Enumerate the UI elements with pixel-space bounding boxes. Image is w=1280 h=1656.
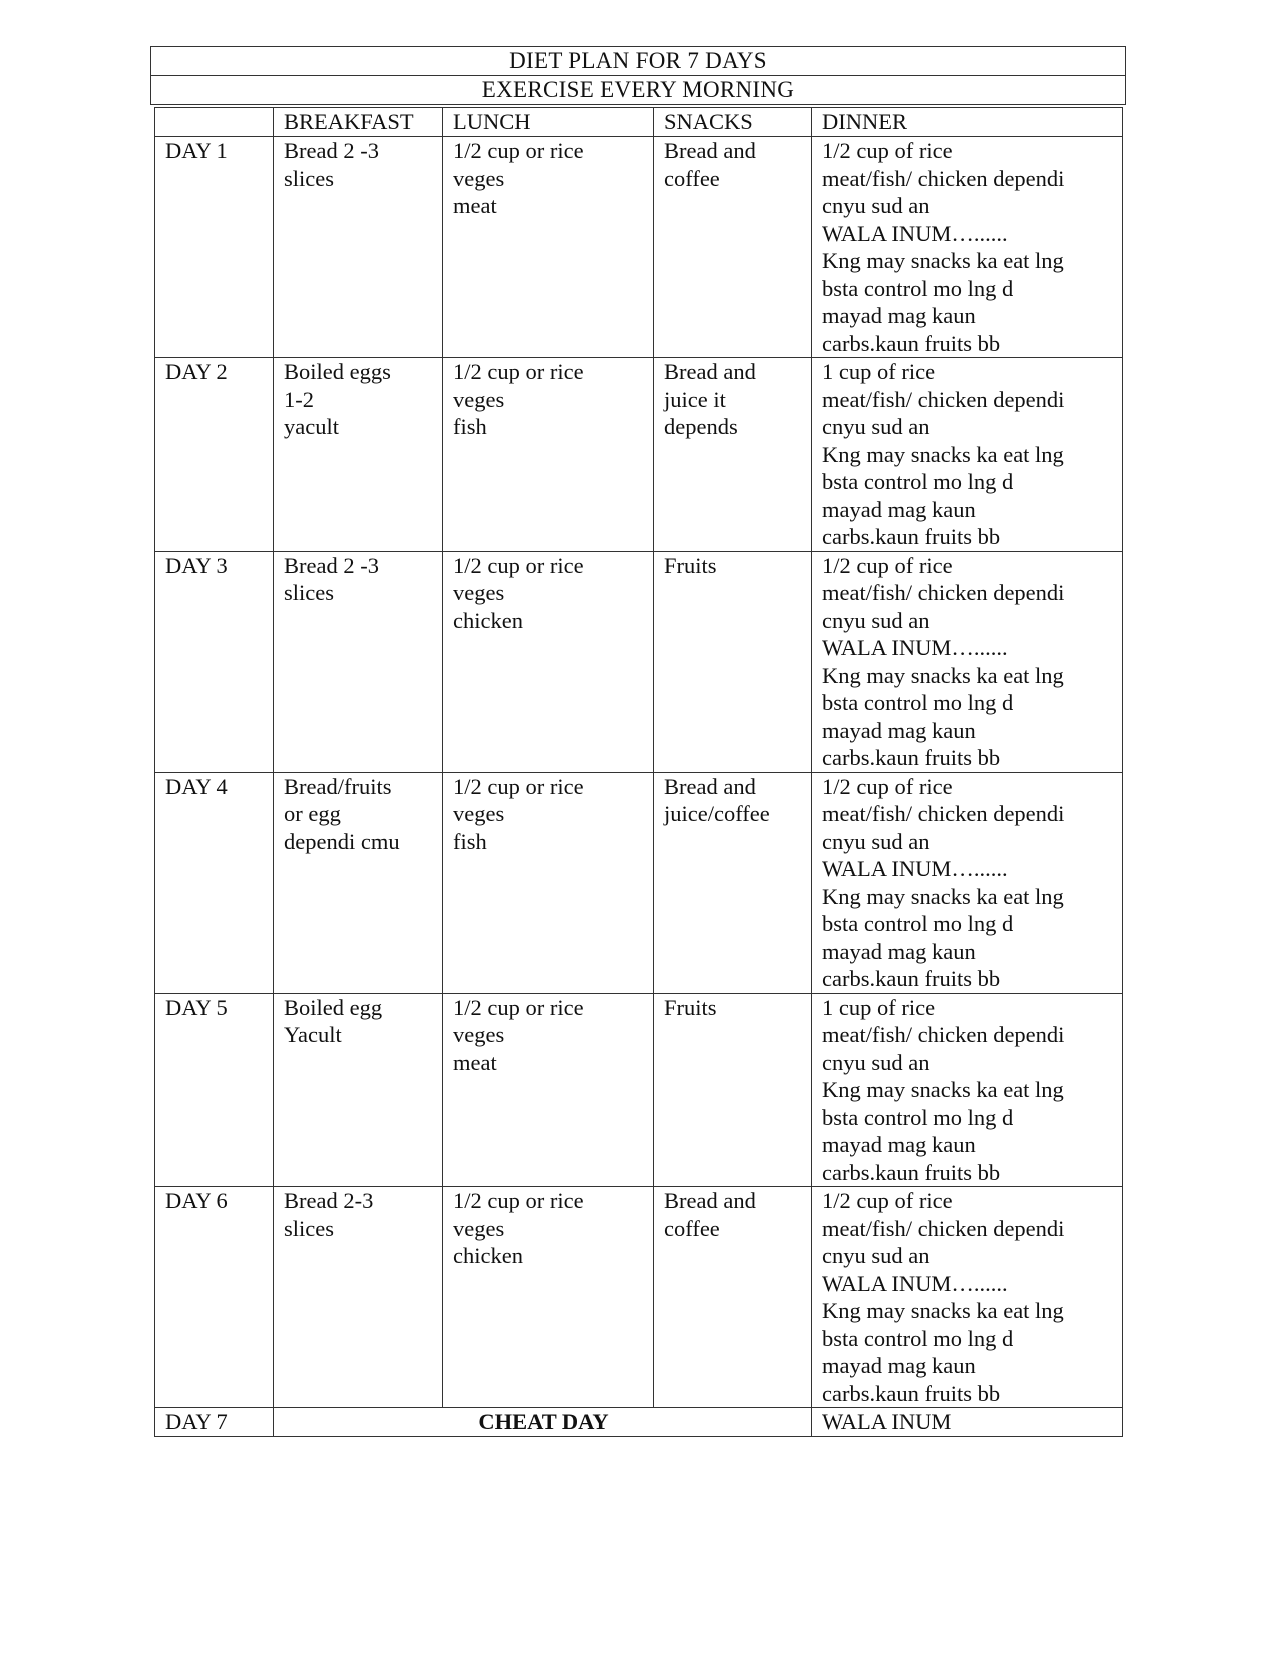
lunch-line: veges bbox=[453, 1022, 505, 1047]
dinner-line: cnyu sud an bbox=[822, 1243, 930, 1268]
breakfast-line: slices bbox=[284, 165, 334, 191]
lunch-line: 1/2 cup or rice bbox=[453, 773, 584, 799]
snacks-line: Bread and bbox=[664, 359, 756, 384]
dinner-line: mayad mag kaun bbox=[822, 303, 976, 328]
breakfast-cell bbox=[274, 993, 443, 1187]
lunch-cell bbox=[443, 1187, 654, 1408]
snacks-line: juice/coffee bbox=[664, 801, 770, 826]
day-label: DAY 4 bbox=[155, 772, 274, 993]
snacks-cell bbox=[654, 551, 812, 772]
snacks-cell bbox=[654, 137, 812, 358]
day-row bbox=[155, 358, 1123, 552]
day7-row bbox=[155, 1408, 1123, 1437]
dinner-line: mayad mag kaun bbox=[822, 1353, 976, 1378]
dinner-line: 1/2 cup of rice bbox=[822, 552, 953, 578]
dinner-line: bsta control mo lng d bbox=[822, 690, 1014, 715]
dinner-line: mayad mag kaun bbox=[822, 938, 976, 964]
dinner-line: meat/fish/ chicken dependi bbox=[822, 580, 1065, 605]
snacks-line: juice it bbox=[664, 386, 726, 412]
plan-body bbox=[155, 137, 1123, 1408]
breakfast-line: slices bbox=[284, 1215, 334, 1241]
breakfast-line: Yacult bbox=[284, 1022, 342, 1047]
header-day bbox=[155, 108, 274, 137]
day-label: DAY 6 bbox=[155, 1187, 274, 1408]
header-breakfast: BREAKFAST bbox=[274, 108, 443, 137]
lunch-line: 1/2 cup or rice bbox=[453, 994, 584, 1020]
breakfast-line: Bread 2 -3 bbox=[284, 138, 379, 163]
day-row bbox=[155, 1187, 1123, 1408]
day-row bbox=[155, 772, 1123, 993]
dinner-line: carbs.kaun fruits bb bbox=[822, 330, 1001, 356]
dinner-line: meat/fish/ chicken dependi bbox=[822, 1215, 1065, 1241]
breakfast-cell bbox=[274, 358, 443, 552]
dinner-line: carbs.kaun fruits bb bbox=[822, 745, 1001, 770]
lunch-line: chicken bbox=[453, 607, 523, 633]
lunch-cell bbox=[443, 137, 654, 358]
dinner-line: meat/fish/ chicken dependi bbox=[822, 165, 1065, 191]
dinner-line: meat/fish/ chicken dependi bbox=[822, 386, 1065, 412]
breakfast-line: slices bbox=[284, 580, 334, 605]
header-snacks: SNACKS bbox=[654, 108, 812, 137]
dinner-line: 1/2 cup of rice bbox=[822, 773, 953, 799]
dinner-line: WALA INUM…...... bbox=[822, 635, 1008, 660]
dinner-line: 1 cup of rice bbox=[822, 994, 936, 1020]
dinner-cell bbox=[812, 772, 1123, 993]
lunch-line: veges bbox=[453, 1215, 505, 1241]
lunch-line: chicken bbox=[453, 1243, 523, 1268]
lunch-line: 1/2 cup or rice bbox=[453, 138, 584, 163]
dinner-line: Kng may snacks ka eat lng bbox=[822, 1298, 1064, 1323]
dinner-line: carbs.kaun fruits bb bbox=[822, 524, 1001, 549]
day-label: DAY 3 bbox=[155, 551, 274, 772]
breakfast-line: Bread/fruits bbox=[284, 773, 392, 799]
title-box bbox=[150, 46, 1126, 105]
lunch-line: fish bbox=[453, 828, 487, 854]
dinner-line: Kng may snacks ka eat lng bbox=[822, 248, 1064, 273]
dinner-line: cnyu sud an bbox=[822, 607, 930, 633]
dinner-line: carbs.kaun fruits bb bbox=[822, 1159, 1001, 1185]
breakfast-cell bbox=[274, 551, 443, 772]
snacks-line: Bread and bbox=[664, 773, 756, 799]
lunch-line: meat bbox=[453, 193, 497, 218]
dinner-cell bbox=[812, 358, 1123, 552]
breakfast-line: Boiled egg bbox=[284, 994, 383, 1020]
snacks-line: Fruits bbox=[664, 994, 717, 1020]
lunch-line: veges bbox=[453, 580, 505, 605]
lunch-line: 1/2 cup or rice bbox=[453, 1188, 584, 1213]
lunch-line: veges bbox=[453, 801, 505, 826]
dinner-line: bsta control mo lng d bbox=[822, 1325, 1014, 1351]
breakfast-line: Bread 2-3 bbox=[284, 1188, 374, 1213]
lunch-cell bbox=[443, 551, 654, 772]
snacks-cell bbox=[654, 358, 812, 552]
lunch-line: veges bbox=[453, 165, 505, 191]
diet-plan-table bbox=[154, 107, 1123, 1437]
breakfast-line: yacult bbox=[284, 414, 339, 439]
dinner-line: meat/fish/ chicken dependi bbox=[822, 1022, 1065, 1047]
day-row bbox=[155, 137, 1123, 358]
page-title: DIET PLAN FOR 7 DAYS bbox=[509, 48, 767, 73]
dinner-line: WALA INUM…...... bbox=[822, 856, 1008, 881]
lunch-line: veges bbox=[453, 386, 505, 412]
lunch-cell bbox=[443, 772, 654, 993]
breakfast-cell bbox=[274, 137, 443, 358]
dinner-line: cnyu sud an bbox=[822, 414, 930, 439]
dinner-line: Kng may snacks ka eat lng bbox=[822, 1077, 1064, 1102]
snacks-line: Fruits bbox=[664, 552, 717, 578]
header-dinner: DINNER bbox=[812, 108, 1123, 137]
dinner-cell bbox=[812, 993, 1123, 1187]
dinner-line: meat/fish/ chicken dependi bbox=[822, 801, 1065, 826]
header-lunch: LUNCH bbox=[443, 108, 654, 137]
dinner-line: bsta control mo lng d bbox=[822, 469, 1014, 494]
cheat-day-note: CHEAT DAY bbox=[274, 1408, 812, 1437]
dinner-line: bsta control mo lng d bbox=[822, 275, 1014, 301]
dinner-line: 1 cup of rice bbox=[822, 359, 936, 384]
dinner-line: Kng may snacks ka eat lng bbox=[822, 883, 1064, 909]
day-label: DAY 2 bbox=[155, 358, 274, 552]
dinner-line: Kng may snacks ka eat lng bbox=[822, 441, 1064, 467]
day-label: DAY 5 bbox=[155, 993, 274, 1187]
snacks-line: coffee bbox=[664, 1215, 720, 1241]
dinner-line: WALA INUM…...... bbox=[822, 220, 1008, 246]
snacks-line: coffee bbox=[664, 165, 720, 191]
breakfast-line: Bread 2 -3 bbox=[284, 552, 379, 578]
lunch-line: fish bbox=[453, 414, 487, 439]
breakfast-cell bbox=[274, 1187, 443, 1408]
dinner-line: mayad mag kaun bbox=[822, 496, 976, 522]
snacks-cell bbox=[654, 1187, 812, 1408]
snacks-line: depends bbox=[664, 414, 738, 439]
dinner-line: bsta control mo lng d bbox=[822, 1104, 1014, 1130]
day-label: DAY 7 bbox=[155, 1408, 274, 1437]
page-subtitle: EXERCISE EVERY MORNING bbox=[151, 75, 1125, 104]
lunch-cell bbox=[443, 358, 654, 552]
lunch-line: 1/2 cup or rice bbox=[453, 359, 584, 384]
day-row bbox=[155, 993, 1123, 1187]
dinner-line: carbs.kaun fruits bb bbox=[822, 1380, 1001, 1406]
dinner-line: Kng may snacks ka eat lng bbox=[822, 662, 1064, 688]
breakfast-line: dependi cmu bbox=[284, 828, 400, 854]
day-label: DAY 1 bbox=[155, 137, 274, 358]
header-row bbox=[155, 108, 1123, 137]
day7-dinner: WALA INUM bbox=[812, 1408, 1123, 1437]
dinner-line: carbs.kaun fruits bb bbox=[822, 966, 1001, 991]
dinner-line: bsta control mo lng d bbox=[822, 911, 1014, 936]
breakfast-line: or egg bbox=[284, 801, 341, 826]
dinner-line: cnyu sud an bbox=[822, 193, 930, 218]
day-row bbox=[155, 551, 1123, 772]
dinner-line: 1/2 cup of rice bbox=[822, 138, 953, 163]
breakfast-line: 1-2 bbox=[284, 386, 314, 412]
dinner-line: WALA INUM…...... bbox=[822, 1270, 1008, 1296]
dinner-line: cnyu sud an bbox=[822, 828, 930, 854]
lunch-line: 1/2 cup or rice bbox=[453, 552, 584, 578]
lunch-line: meat bbox=[453, 1049, 497, 1075]
dinner-cell bbox=[812, 551, 1123, 772]
snacks-line: Bread and bbox=[664, 1188, 756, 1213]
dinner-line: mayad mag kaun bbox=[822, 717, 976, 743]
dinner-cell bbox=[812, 1187, 1123, 1408]
snacks-cell bbox=[654, 772, 812, 993]
lunch-cell bbox=[443, 993, 654, 1187]
dinner-cell bbox=[812, 137, 1123, 358]
dinner-line: mayad mag kaun bbox=[822, 1132, 976, 1157]
dinner-line: cnyu sud an bbox=[822, 1049, 930, 1075]
breakfast-cell bbox=[274, 772, 443, 993]
dinner-line: 1/2 cup of rice bbox=[822, 1188, 953, 1213]
snacks-cell bbox=[654, 993, 812, 1187]
breakfast-line: Boiled eggs bbox=[284, 359, 391, 384]
snacks-line: Bread and bbox=[664, 138, 756, 163]
